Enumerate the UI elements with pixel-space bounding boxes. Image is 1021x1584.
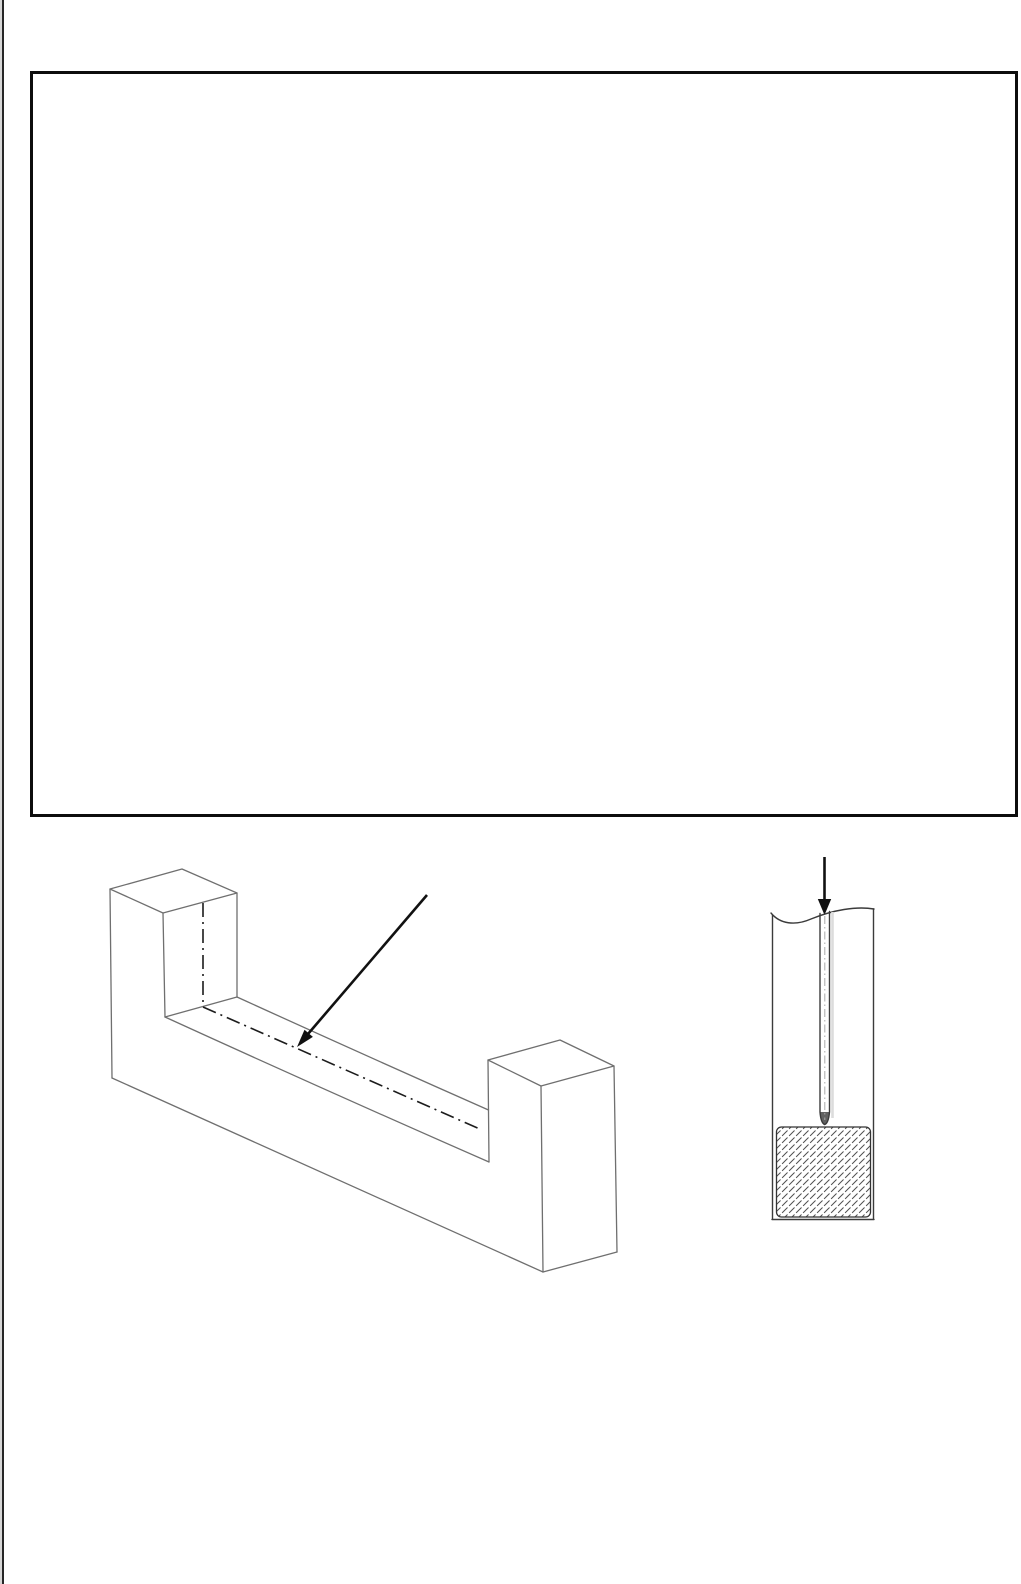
right-pillar-left-edge (488, 1060, 489, 1162)
section-figure (771, 857, 874, 1220)
break-line-top-edge (771, 908, 874, 923)
right-pillar-right-edge (614, 1066, 617, 1252)
beam-top-back-edge (237, 997, 489, 1110)
isometric-figure (110, 869, 617, 1272)
pointer-arrow-icon (297, 895, 427, 1047)
channel-inner-corner-edge (165, 997, 237, 1017)
right-pillar-front-edge (541, 1086, 543, 1272)
down-arrow-icon (818, 857, 831, 915)
left-pillar-inner-front-edge (163, 913, 165, 1017)
left-pillar-outer-edge (110, 889, 112, 1078)
hatched-plug (777, 1127, 871, 1217)
dash-dot-centerline (203, 903, 482, 1130)
beam-top-front-edge (165, 1017, 489, 1162)
left-pillar-top-face (110, 869, 237, 913)
beam-bottom-front-edge (112, 1078, 543, 1272)
right-pillar-top-face (488, 1040, 614, 1086)
pointer-arrow-shaft (308, 895, 427, 1034)
right-pillar-bottom-edge (543, 1252, 617, 1272)
